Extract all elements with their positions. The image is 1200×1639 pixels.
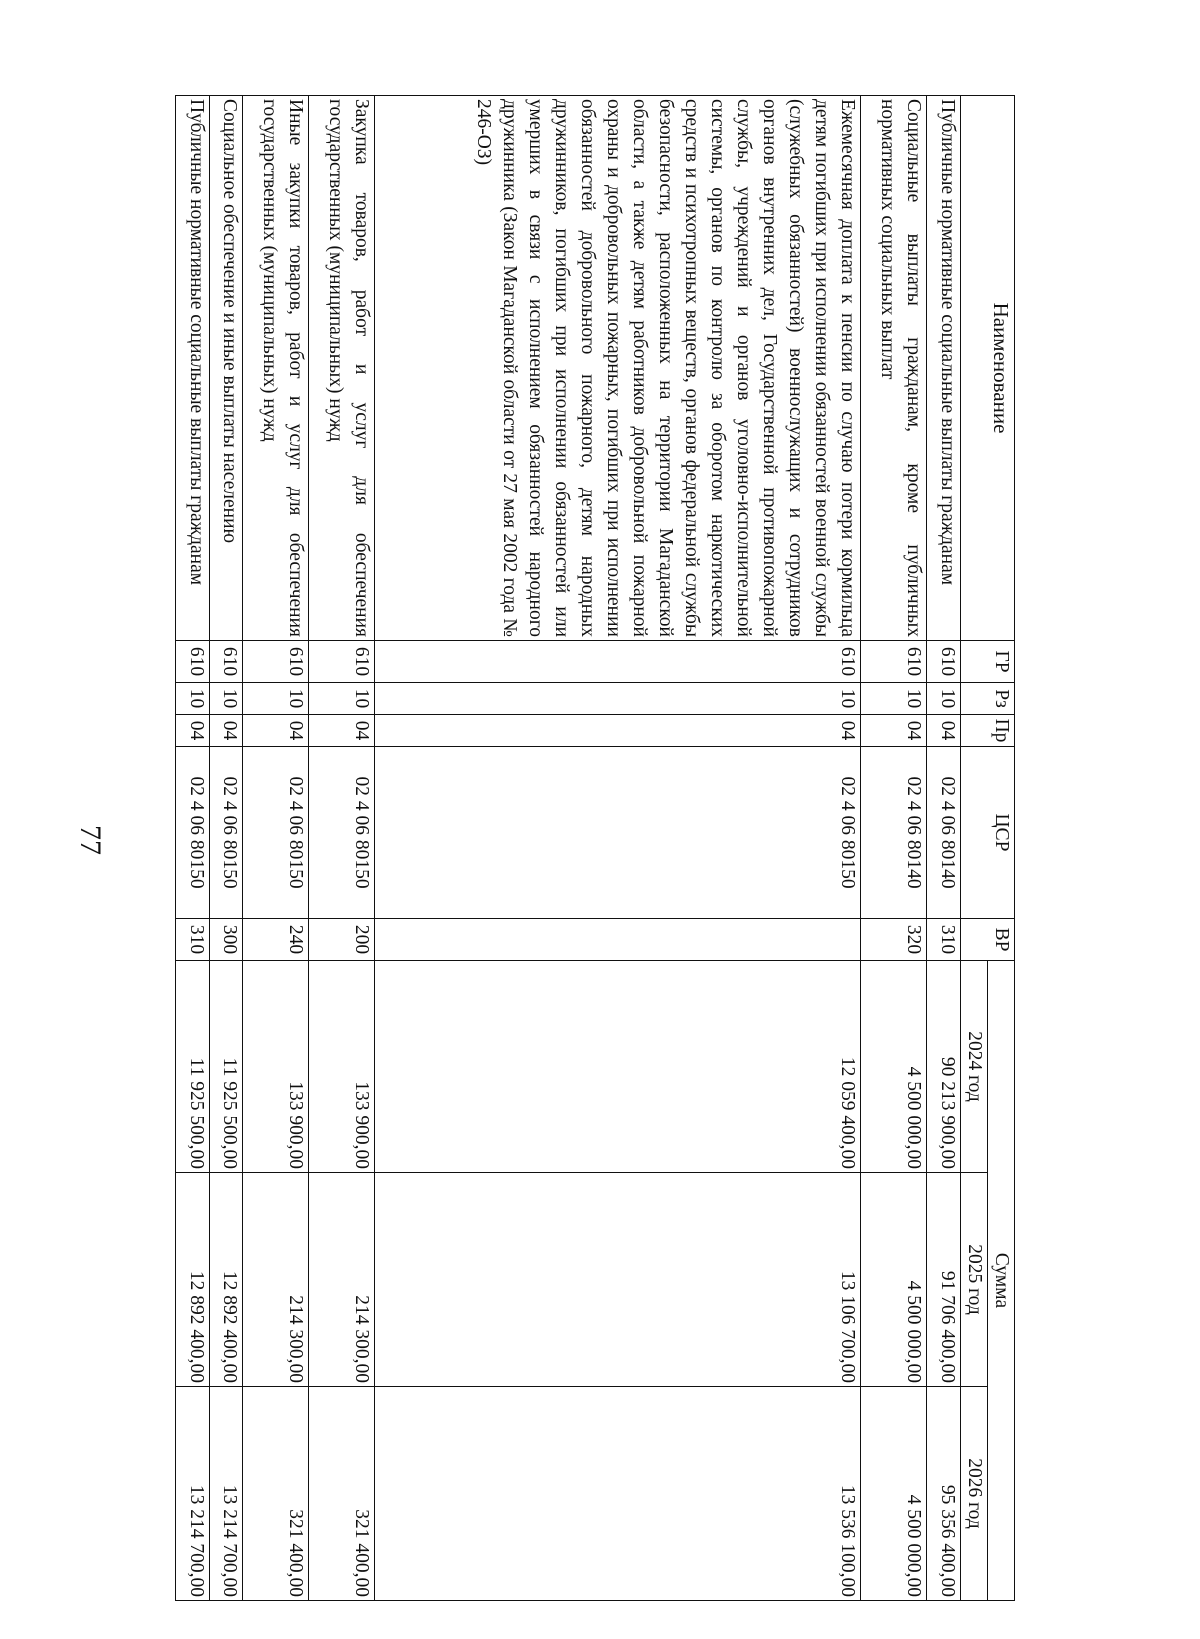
row-pr: 04 (927, 715, 961, 747)
row-rz: 10 (375, 683, 861, 715)
row-name: Социальные выплаты гражданам, кроме публичных нормативных социальных выплат (861, 96, 927, 641)
row-sum-2024: 11 925 500,00 (209, 961, 243, 1173)
row-name: Публичные нормативные социальные выплаты гражданам (927, 96, 961, 641)
table-row (927, 96, 961, 1601)
row-sum-2024: 90 213 900,00 (927, 961, 961, 1173)
row-vr: 300 (209, 919, 243, 961)
row-rz: 10 (861, 683, 927, 715)
row-vr: 310 (927, 919, 961, 961)
row-name: Социальное обеспечение и иные выплаты населению (209, 96, 243, 641)
budget-table (175, 95, 1015, 1601)
row-rz: 10 (209, 683, 243, 715)
table-row (243, 96, 309, 1601)
row-csr: 02 4 06 80140 (927, 747, 961, 919)
row-sum-2025: 91 706 400,00 (927, 1173, 961, 1387)
row-csr: 02 4 06 80140 (861, 747, 927, 919)
row-sum-2025: 12 892 400,00 (209, 1173, 243, 1387)
row-vr (375, 919, 861, 961)
table-row (309, 96, 375, 1601)
header-gr: ГР (961, 641, 1015, 683)
row-rz: 10 (176, 683, 210, 715)
row-pr: 04 (375, 715, 861, 747)
row-sum-2026: 4 500 000,00 (861, 1387, 927, 1601)
header-year-2025: 2025 год (961, 1173, 988, 1387)
row-gr: 610 (309, 641, 375, 683)
row-pr: 04 (176, 715, 210, 747)
row-name: Иные закупки товаров, работ и услуг для обеспечения государственных (муниципальных) нужд (243, 96, 309, 641)
rotated-table-container (175, 95, 1015, 1600)
row-gr: 610 (209, 641, 243, 683)
row-sum-2026: 321 400,00 (309, 1387, 375, 1601)
header-csr: ЦСР (961, 747, 1015, 919)
row-sum-2025: 4 500 000,00 (861, 1173, 927, 1387)
header-rz: Рз (961, 683, 1015, 715)
row-sum-2024: 11 925 500,00 (176, 961, 210, 1173)
header-year-2026: 2026 год (961, 1387, 988, 1601)
row-name: Закупка товаров, работ и услуг для обеспечения государственных (муниципальных) нужд (309, 96, 375, 641)
row-name: Публичные нормативные социальные выплаты гражданам (176, 96, 210, 641)
page-number: 77 (74, 825, 107, 855)
row-sum-2024: 133 900,00 (309, 961, 375, 1173)
table-row (209, 96, 243, 1601)
row-csr: 02 4 06 80150 (375, 747, 861, 919)
row-sum-2026: 13 214 700,00 (176, 1387, 210, 1601)
row-rz: 10 (309, 683, 375, 715)
row-sum-2025: 214 300,00 (309, 1173, 375, 1387)
header-vr: ВР (961, 919, 1015, 961)
header-pr: Пр (961, 715, 1015, 747)
row-rz: 10 (927, 683, 961, 715)
row-pr: 04 (243, 715, 309, 747)
row-csr: 02 4 06 80150 (309, 747, 375, 919)
row-sum-2026: 13 536 100,00 (375, 1387, 861, 1601)
table-row (861, 96, 927, 1601)
row-vr: 310 (176, 919, 210, 961)
header-row-1 (988, 96, 1015, 1601)
row-pr: 04 (861, 715, 927, 747)
table-row (375, 96, 861, 1601)
row-sum-2026: 95 356 400,00 (927, 1387, 961, 1601)
row-csr: 02 4 06 80150 (209, 747, 243, 919)
row-gr: 610 (861, 641, 927, 683)
row-name: Ежемесячная доплата к пенсии по случаю потери кормильца детям погибших при исполнении обязанностей военной службы (служебных обязанностей) военнослужащих и сотрудников органов внутренних дел, Государственной противопожарной службы, учреждений и органов уголовно-исполнительной системы, органов по контролю за оборотом наркотических средств и психотропных веществ, органов федеральной службы безопасности, расположенных на территории Магаданской области, а также детям работников добровольной пожарной охраны и добровольных пожарных, погибших при исполнении обязанностей добровольного пожарного, детям народных дружинников, погибших при исполнении обязанностей или умерших в связи с исполнением обязанностей народного дружинника (Закон Магаданской области от 27 мая 2002 года № 246-ОЗ) (375, 96, 861, 641)
row-csr: 02 4 06 80150 (176, 747, 210, 919)
row-gr: 610 (243, 641, 309, 683)
row-gr: 610 (927, 641, 961, 683)
row-sum-2026: 321 400,00 (243, 1387, 309, 1601)
row-sum-2026: 13 214 700,00 (209, 1387, 243, 1601)
row-sum-2025: 214 300,00 (243, 1173, 309, 1387)
row-sum-2024: 133 900,00 (243, 961, 309, 1173)
row-rz: 10 (243, 683, 309, 715)
row-pr: 04 (309, 715, 375, 747)
header-year-2024: 2024 год (961, 961, 988, 1173)
table-row (176, 96, 210, 1601)
row-gr: 610 (375, 641, 861, 683)
row-sum-2024: 4 500 000,00 (861, 961, 927, 1173)
row-vr: 200 (309, 919, 375, 961)
row-sum-2024: 12 059 400,00 (375, 961, 861, 1173)
row-sum-2025: 12 892 400,00 (176, 1173, 210, 1387)
header-sum: Сумма (988, 961, 1015, 1601)
row-sum-2025: 13 106 700,00 (375, 1173, 861, 1387)
row-pr: 04 (209, 715, 243, 747)
row-vr: 320 (861, 919, 927, 961)
row-csr: 02 4 06 80150 (243, 747, 309, 919)
header-name: Наименование (961, 96, 1015, 641)
row-gr: 610 (176, 641, 210, 683)
row-vr: 240 (243, 919, 309, 961)
